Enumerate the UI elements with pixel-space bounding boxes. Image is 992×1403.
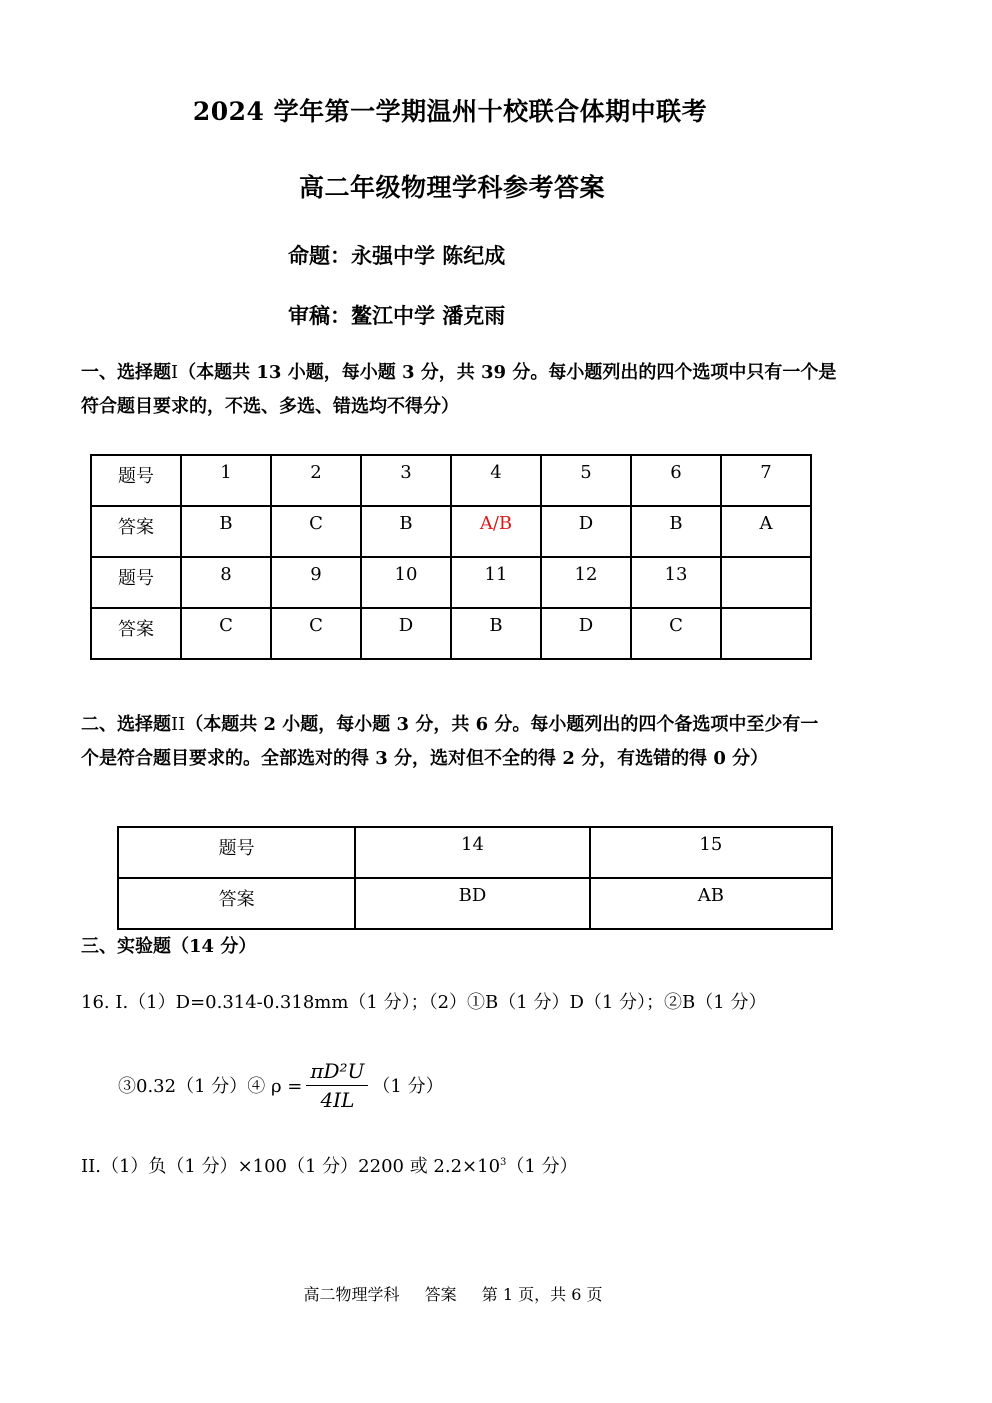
table-cell: 12 bbox=[541, 557, 631, 608]
table-cell-label: 题号 bbox=[91, 455, 181, 506]
table-cell: D bbox=[541, 506, 631, 557]
table-cell: 14 bbox=[355, 827, 589, 878]
table-cell: B bbox=[451, 608, 541, 659]
table-cell-label: 题号 bbox=[91, 557, 181, 608]
table-row bbox=[91, 455, 811, 506]
table-cell: C bbox=[631, 608, 721, 659]
table-cell: 10 bbox=[361, 557, 451, 608]
table-cell: C bbox=[271, 506, 361, 557]
section1-heading-a: 一、选择题 bbox=[81, 362, 171, 383]
author-line: 命题：永强中学 陈纪成 bbox=[288, 243, 506, 268]
table-cell: AB bbox=[590, 878, 832, 929]
answer-16-part3-text: II.（1）负（1 分）×100（1 分）2200 或 2.2×10 bbox=[81, 1156, 501, 1177]
table-cell: 1 bbox=[181, 455, 271, 506]
section3-heading: 三、实验题（14 分） bbox=[81, 936, 257, 957]
table-cell: D bbox=[541, 608, 631, 659]
answer-16-part3-score: （1 分） bbox=[506, 1156, 578, 1177]
answer-16-part3 bbox=[81, 1152, 578, 1178]
table-cell: 4 bbox=[451, 455, 541, 506]
table-cell: D bbox=[361, 608, 451, 659]
table-cell: 13 bbox=[631, 557, 721, 608]
answer-16-part2 bbox=[118, 1050, 444, 1120]
table-row bbox=[91, 557, 811, 608]
section1-heading-roman: I bbox=[171, 362, 179, 383]
table-cell bbox=[721, 608, 811, 659]
table-row bbox=[118, 827, 832, 878]
table-cell-highlight: A/B bbox=[451, 506, 541, 557]
section2-heading bbox=[81, 708, 831, 776]
section1-heading-b: （本题共 13 小题，每小题 3 分，共 39 分。每小题列出的四个选项中只有一个是符合题目要求的，不选、多选、错选均不得分） bbox=[81, 362, 837, 417]
table-cell: B bbox=[181, 506, 271, 557]
section1-heading bbox=[81, 356, 841, 424]
footer-subject: 高二物理学科 bbox=[303, 1285, 400, 1304]
footer-page-number: 第 1 页，共 6 页 bbox=[481, 1285, 603, 1304]
formula-suffix: （1 分） bbox=[372, 1076, 444, 1097]
table-cell: 3 bbox=[361, 455, 451, 506]
section2-heading-b: （本题共 2 小题，每小题 3 分，共 6 分。每小题列出的四个备选项中至少有一个是符合题目要求的。全部选对的得 3 分，选对但不全的得 2 分，有选错的得 0 分） bbox=[81, 714, 819, 769]
table-cell-label: 答案 bbox=[91, 506, 181, 557]
footer-kind: 答案 bbox=[424, 1285, 457, 1304]
table-cell: 6 bbox=[631, 455, 721, 506]
formula-numerator: πD²U bbox=[306, 1059, 368, 1086]
section2-heading-roman: II bbox=[171, 714, 186, 735]
section2-heading-a: 二、选择题 bbox=[81, 714, 171, 735]
page-footer bbox=[0, 1282, 906, 1305]
reviewer-line: 审稿：鳌江中学 潘克雨 bbox=[288, 303, 506, 328]
formula-prefix: ③0.32（1 分）④ ρ = bbox=[118, 1076, 303, 1097]
table-cell bbox=[721, 557, 811, 608]
table-cell: 5 bbox=[541, 455, 631, 506]
table-cell: 9 bbox=[271, 557, 361, 608]
formula-denominator: 4IL bbox=[320, 1087, 355, 1112]
table-cell: A bbox=[721, 506, 811, 557]
table-cell: 8 bbox=[181, 557, 271, 608]
table-cell-label: 题号 bbox=[118, 827, 355, 878]
table-cell: B bbox=[631, 506, 721, 557]
resistivity-formula bbox=[306, 1059, 368, 1112]
table-row bbox=[118, 878, 832, 929]
table-cell: B bbox=[361, 506, 451, 557]
document-title: 2024 学年第一学期温州十校联合体期中联考 bbox=[192, 97, 708, 126]
answer-table-1 bbox=[90, 454, 812, 660]
table-row bbox=[91, 506, 811, 557]
table-cell: BD bbox=[355, 878, 589, 929]
table-cell-label: 答案 bbox=[91, 608, 181, 659]
table-cell-label: 答案 bbox=[118, 878, 355, 929]
table-row bbox=[91, 608, 811, 659]
exponent: 3 bbox=[500, 1157, 507, 1168]
table-cell: C bbox=[271, 608, 361, 659]
answer-16-part1: 16. I.（1）D=0.314-0.318mm（1 分）；（2）①B（1 分）D（1 分）；②B（1 分） bbox=[81, 992, 767, 1013]
table-cell: 15 bbox=[590, 827, 832, 878]
table-cell: 11 bbox=[451, 557, 541, 608]
answer-table-2 bbox=[117, 826, 833, 930]
table-cell: 7 bbox=[721, 455, 811, 506]
table-cell: C bbox=[181, 608, 271, 659]
table-cell: 2 bbox=[271, 455, 361, 506]
document-subtitle: 高二年级物理学科参考答案 bbox=[298, 173, 605, 202]
